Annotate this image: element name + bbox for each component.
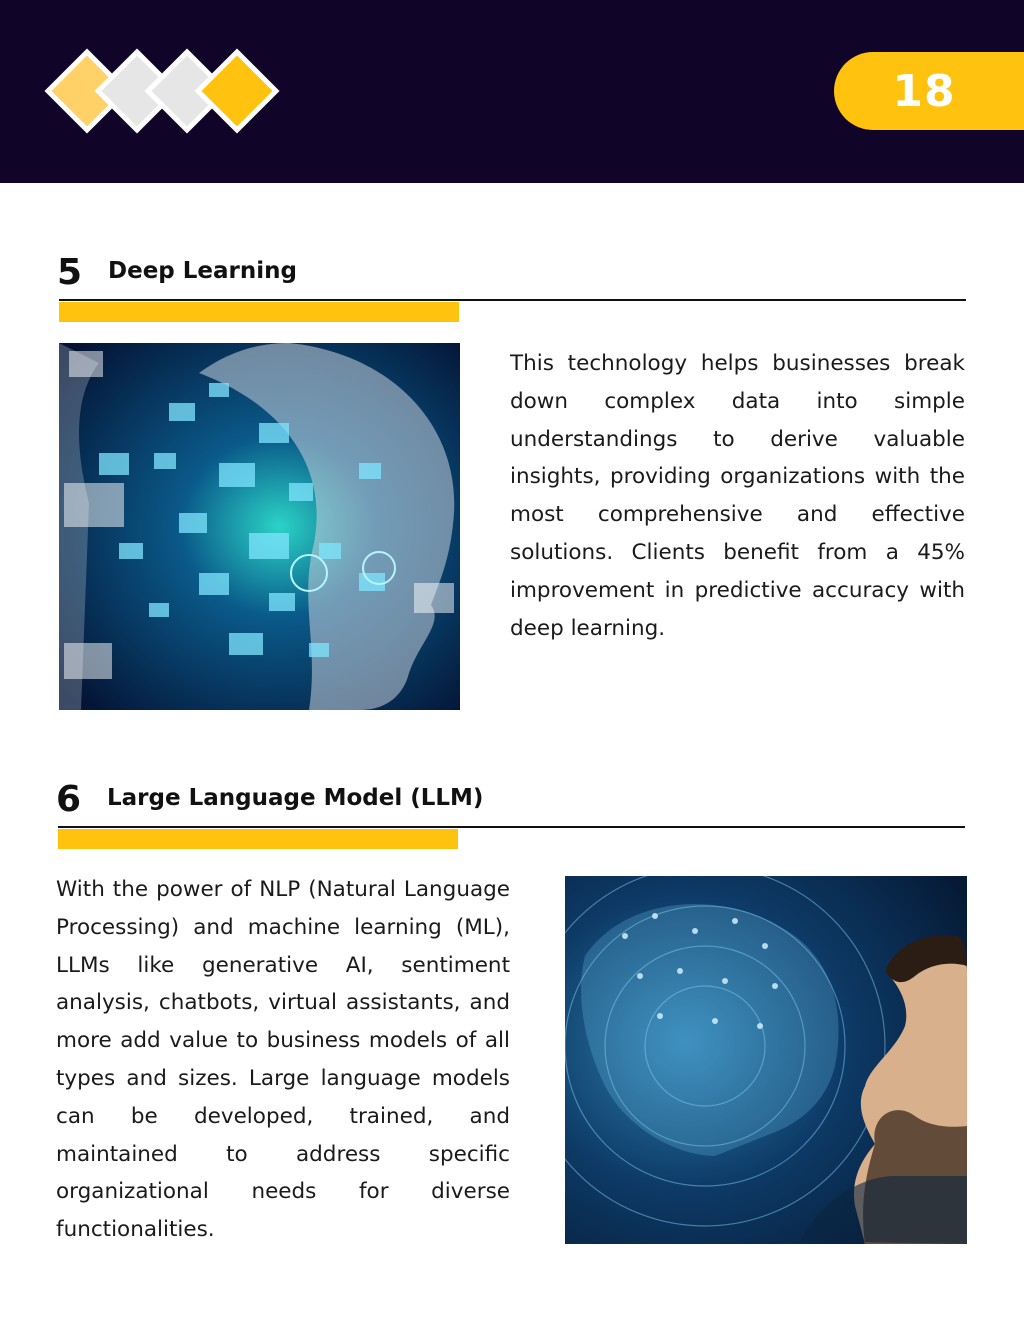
llm-image [565, 876, 967, 1244]
section-divider [59, 299, 966, 301]
diamond-4 [198, 52, 276, 130]
page-number: 18 [834, 52, 1024, 130]
page-header [0, 0, 1024, 183]
section-number: 6 [56, 779, 82, 820]
deep-learning-image [59, 343, 460, 710]
logo-diamonds-icon [44, 48, 284, 134]
section-accent-bar [59, 302, 459, 322]
section-title: Deep Learning [108, 258, 297, 284]
section-body-text: This technology helps businesses break down complex data into simple understandings to derive valuable insights, providing organizations with the most comprehensive and effective solutions. Clients benefit from a 45% improvement in predictive accuracy with deep learning. [510, 351, 965, 641]
section-accent-bar [58, 829, 458, 849]
section-divider [58, 826, 965, 828]
section-title: Large Language Model (LLM) [107, 785, 484, 811]
section-number: 5 [57, 252, 83, 293]
section-body-text: With the power of NLP (Natural Language Processing) and machine learning (ML), LLMs like generative AI, sentiment analysis, chatbots, virtual assistants, and more add value to business models of all types and sizes. Large language models can be developed, trained, and maintained to address specific organizational needs for diverse functionalities. [56, 877, 510, 1243]
